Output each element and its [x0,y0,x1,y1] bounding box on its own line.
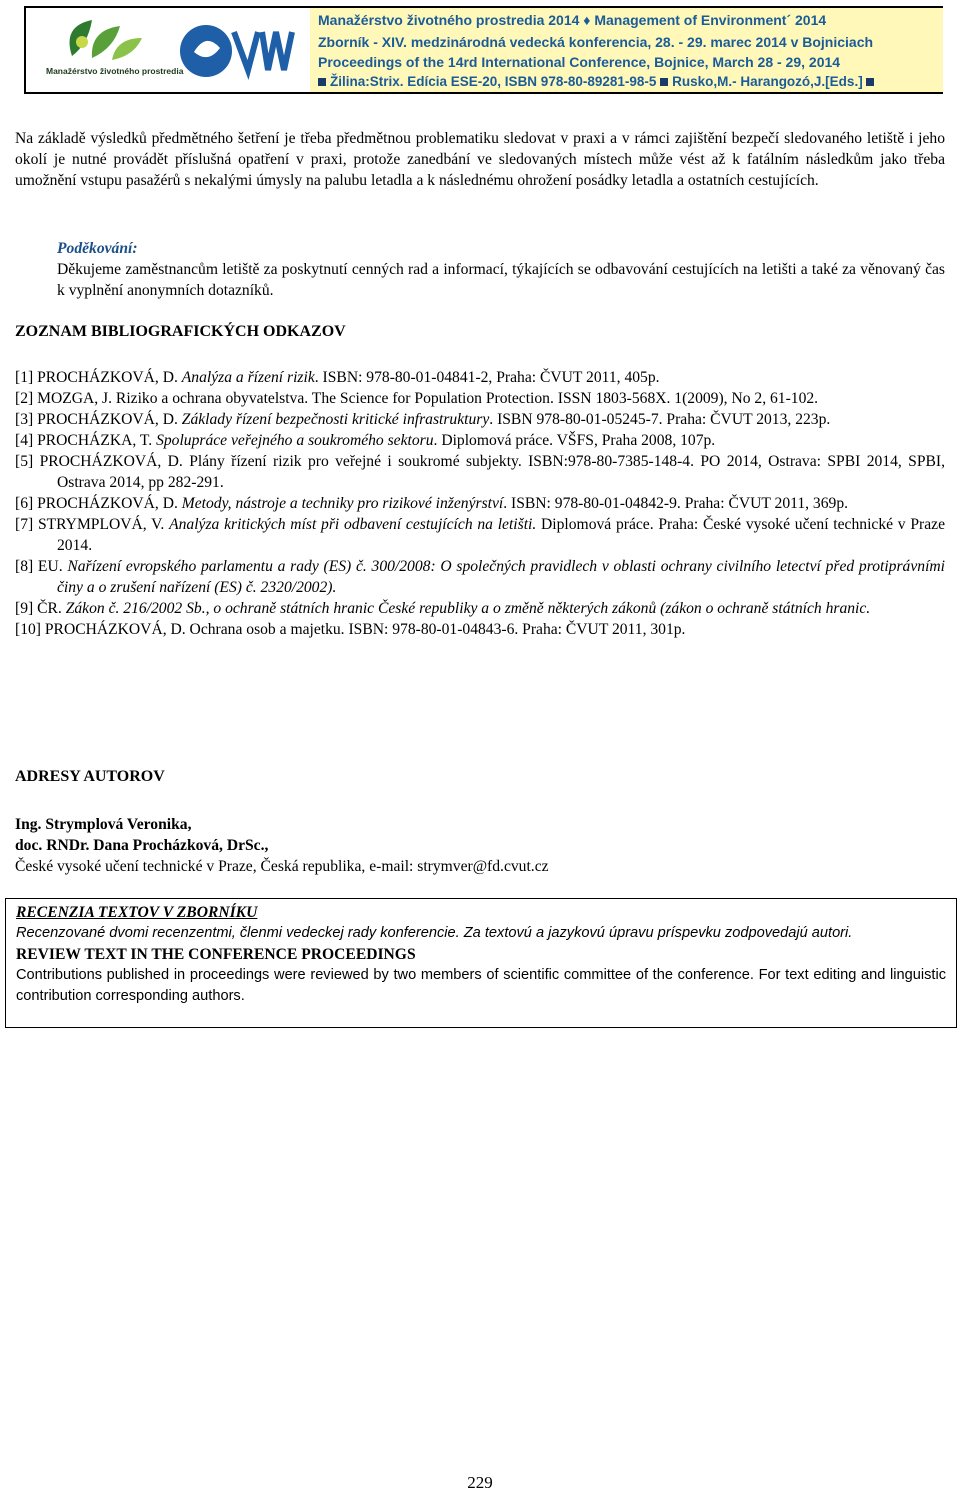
conclusion-paragraph: Na základě výsledků předmětného šetření je třeba předmětnou problematiku sledovat v praxi a v rámci zajištění bezpečí sledovaného letiště i jeho okolí je nutné provádět příslušná opatření v praxi, protože zanedbání ve sledovaných místech může vést až k fatálním následkům jako třeba umožnění vstupu pasažérů s nekalými úmysly na palubu letadla a k následnému ohrožení posádky letadla a ostatních cestujících. [15,130,945,189]
conference-banner [310,8,943,92]
reference-details: . ISBN: 978-80-01-04842-9. Praha: ČVUT 2011, 369p. [503,495,849,512]
acknowledgement [57,238,945,301]
editors: Rusko,M.- Harangozó,J.[Eds.] [672,74,863,89]
acknowledgement-title: Poděkování: [57,240,138,257]
banner-line-4 [318,74,878,89]
reference-text: [10] PROCHÁZKOVÁ, D. Ochrana osob a majetku. ISBN: 978-80-01-04843-6. Praha: ČVUT 2011, 301p. [15,621,686,638]
author-name-1: Ing. Strymplová Veronika, [15,816,192,833]
reference-text: [1] PROCHÁZKOVÁ, D. [15,369,182,386]
reference-text: [4] PROCHÁZKA, T. [15,432,157,449]
reference-text: [7] STRYMPLOVÁ, V. [15,516,170,533]
reference-text: [9] ČR. [15,600,66,617]
environment-management-logo [42,16,150,64]
banner-line-2: Zborník - XIV. medzinárodná vedecká konferencia, 28. - 29. marec 2014 v Bojniciach [318,34,874,50]
reference-item [15,451,945,493]
bullet-square-icon [866,78,874,86]
reference-item [15,388,945,409]
bullet-square-icon [318,78,326,86]
edition-isbn: Žilina:Strix. Edícia ESE-20, ISBN 978-80-89281-98-5 [330,74,657,89]
reference-text: [8] EU. [15,558,68,575]
banner-line-3: Proceedings of the 14rd International Conference, Bojnice, March 28 - 29, 2014 [318,54,841,70]
bullet-square-icon [660,78,668,86]
reference-title: Nařízení evropského parlamentu a rady (ES) č. 300/2008: O společných pravidlech v oblasti ochrany civilního letectví před protiprávními činy a o zrušení nařízení (ES) č. 2320/2002). [57,558,945,596]
logo-area [26,8,306,92]
reference-title: Spolupráce veřejného a soukromého sektoru [156,432,434,449]
review-box [5,898,957,1028]
review-title-sk: RECENZIA TEXTOV V ZBORNÍKU [16,904,258,921]
logo-text: Manažérstvo životného prostredia [46,66,184,76]
reference-details: Diplomová práce. Praha: České vysoké učení technické v Praze 2014. [57,516,945,554]
review-text-sk: Recenzované dvomi recenzentmi, členmi vedeckej rady konferencie. Za textovú a jazykovú úpravu príspevku zodpovedajú autori. [16,925,853,941]
author-addresses [15,814,549,877]
banner-line-1: Manažérstvo životného prostredia 2014 ♦ Management of Environment´ 2014 [318,12,827,28]
author-affiliation: České vysoké učení technické v Praze, Česká republika, e-mail: strymver@fd.cvut.cz [15,858,549,875]
reference-item [15,556,945,598]
reference-item [15,619,945,640]
reference-title: Zákon č. 216/2002 Sb., o ochraně státních hranic České republiky a o změně některých zákonů (zákon o ochraně státních hranic. [65,600,871,617]
review-title-en: REVIEW TEXT IN THE CONFERENCE PROCEEDINGS [16,946,416,963]
reference-text: [5] PROCHÁZKOVÁ, D. Plány řízení rizik pro veřejné i soukromé subjekty. ISBN:978-80-7385-148-4. PO 2014, Ostrava: SPBI 2014, SPBI, Ostrava 2014, pp 282-291. [15,453,945,491]
reference-item [15,430,945,451]
reference-text: [3] PROCHÁZKOVÁ, D. [15,411,182,428]
reference-title: Základy řízení bezpečnosti kritické infrastruktury [181,411,490,428]
reference-details: . ISBN: 978-80-01-04841-2, Praha: ČVUT 2011, 405p. [314,369,660,386]
page-number: 229 [467,1473,493,1492]
reference-item [15,367,945,388]
reference-title: Metody, nástroje a techniky pro rizikové inženýrství [181,495,504,512]
reference-item [15,514,945,556]
proceedings-header [24,6,943,94]
review-text-en: Contributions published in proceedings were reviewed by two members of scientific committee of the conference. For text editing and linguistic contribution corresponding authors. [16,967,946,1004]
references-list [15,367,945,640]
references-heading: ZOZNAM BIBLIOGRAFICKÝCH ODKAZOV [15,323,346,340]
reference-item [15,409,945,430]
reference-title: Analýza kritických míst při odbavení cestujících na letišti. [169,516,537,533]
reference-item [15,598,945,619]
university-logo [176,22,296,80]
acknowledgement-text: Děkujeme zaměstnancům letiště za poskytnutí cenných rad a informací, týkajících se odbavování cestujících na letišti a také za věnovaný čas k vyplnění anonymních dotazníků. [57,261,945,299]
reference-details: . ISBN 978-80-01-05245-7. Praha: ČVUT 2013, 223p. [489,411,831,428]
reference-item [15,493,945,514]
reference-text: [2] MOZGA, J. Riziko a ochrana obyvatelstva. The Science for Population Protection. ISSN 1803-568X. 1(2009), No 2, 61-102. [15,390,819,407]
author-name-2: doc. RNDr. Dana Procházková, DrSc., [15,837,269,854]
reference-details: . Diplomová práce. VŠFS, Praha 2008, 107p. [433,432,716,449]
reference-title: Analýza a řízení rizik [181,369,315,386]
reference-text: [6] PROCHÁZKOVÁ, D. [15,495,182,512]
authors-heading: ADRESY AUTOROV [15,768,165,785]
